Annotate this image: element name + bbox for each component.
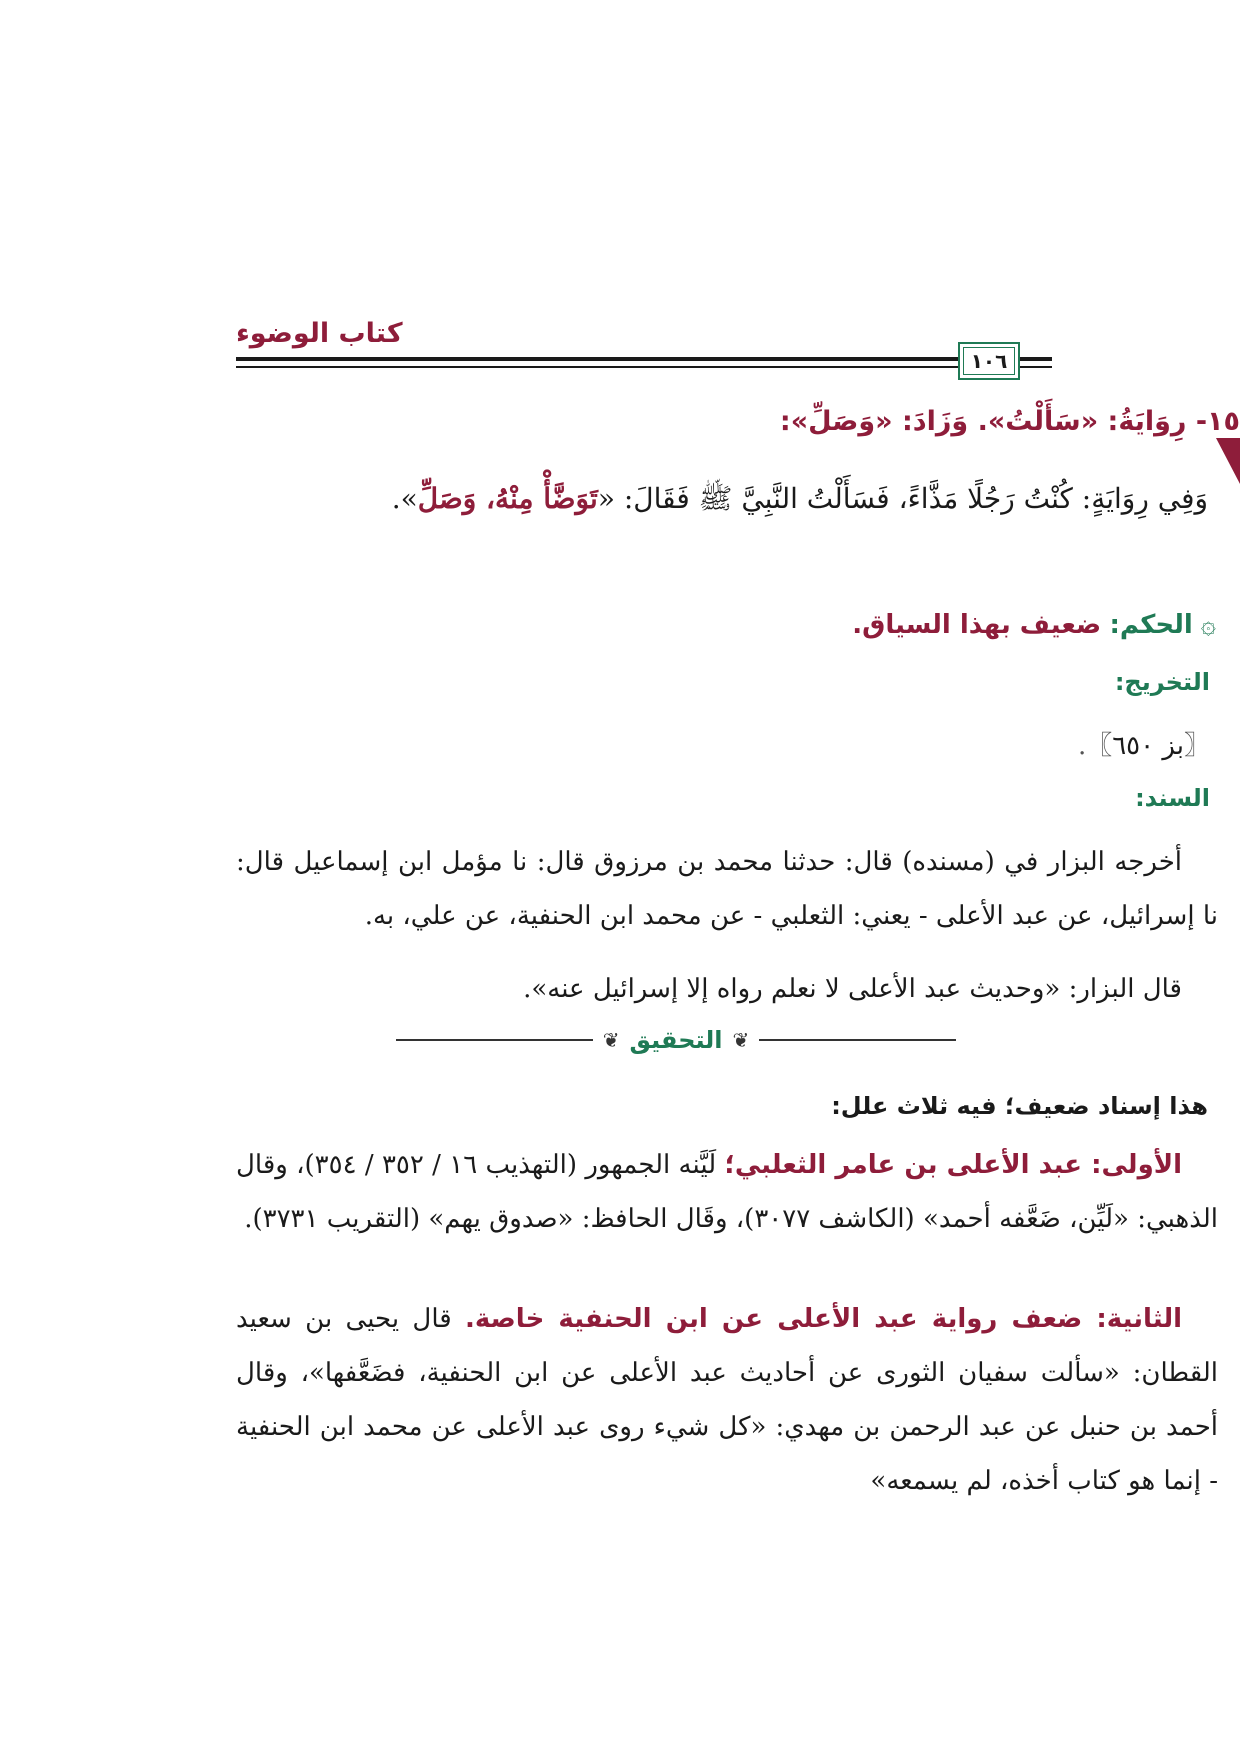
takhrij-ref-text: بز ٦٥٠ [1112,731,1184,761]
hadith-heading: ١٥- رِوَايَةُ: «سَأَلْتُ». وَزَادَ: «وَصَلِّ»: [779,406,1240,437]
header-rule [236,357,1016,361]
header-rule-stub [1018,357,1052,361]
matn-bold: تَوَضَّأْ مِنْهُ، وَصَلِّ [417,482,598,515]
takhrij-reference [800,725,1210,762]
second-defect-label: الثانية: ضعف رواية عبد الأعلى عن ابن الحنفية خاصة. [465,1304,1183,1334]
header-rule-thin [236,366,1016,368]
ruling-label: الحكم: [1109,610,1193,640]
hadith-matn [236,470,1208,528]
ref-bracket-open: 〖 [1183,731,1210,761]
ornament-icon: ❦ [602,1028,620,1052]
divider-line-right [759,1039,956,1041]
sanad-label: السند: [1135,784,1210,812]
ruling-value: ضعيف بهذا السياق. [852,610,1102,640]
bazzar-quote [236,962,1218,1016]
first-defect [236,1138,1218,1246]
divider-line-left [396,1039,593,1041]
matn-intro: وَفِي رِوَايَةٍ: كُنْتُ رَجُلًا مَذَّاءً، فَسَأَلْتُ النَّبِيَّ ﷺ فَقَالَ: « [597,482,1208,515]
tahqiq-divider [396,1020,956,1060]
chapter-title: كتاب الوضوء [236,318,403,349]
corner-ornament-icon [1216,438,1240,484]
tahqiq-intro: هذا إسناد ضعيف؛ فيه ثلاث علل: [831,1092,1208,1120]
second-defect [236,1292,1218,1508]
sanad-text: أخرجه البزار في (مسنده) قال: حدثنا محمد بن مرزوق قال: نا مؤمل ابن إسماعيل قال: نا إسرائيل، عن عبد الأعلى - يعني: الثعلبي - عن محمد ابن الحنفية، عن علي، به. [236,847,1218,931]
second-defect-text: قال يحيى بن سعيد القطان: «سألت سفيان الثورى عن أحاديث عبد الأعلى عن ابن الحنفية، فضَعَّفها»، وقال أحمد بن حنبل عن عبد الرحمن بن مهدي: «كل شيء روى عبد الأعلى عن محمد ابن الحنفية - إنما هو كتاب أخذه، لم يسمعه» [236,1304,1218,1496]
tahqiq-title: التحقيق [629,1026,723,1054]
ruling [500,610,1216,640]
ornament-icon: ❦ [732,1028,750,1052]
ref-bracket-close: 〗. [1077,731,1113,761]
page-number: ١٠٦ [970,349,1008,373]
header-rule-stub-thin [1018,366,1052,368]
bazzar-quote-text: قال البزار: «وحديث عبد الأعلى لا نعلم رواه إلا إسرائيل عنه». [523,974,1182,1004]
first-defect-label: الأولى: عبد الأعلى بن عامر الثعلبي؛ [724,1150,1183,1180]
takhrij-label: التخريج: [1114,668,1210,696]
matn-end: ». [391,482,418,515]
flower-icon: ۞ [1200,610,1216,640]
page-number-frame [958,342,1020,380]
sanad-paragraph [236,835,1218,943]
first-defect-text: لَيَّنه الجمهور (التهذيب ١٦ / ٣٥٢ / ٣٥٤)، وقال الذهبي: «لَيِّن، ضَعَّفه أحمد» (الكاشف ٣٠٧٧)، وقَال الحافظ: «صدوق يهم» (التقريب ٣٧٣١). [236,1150,1218,1234]
